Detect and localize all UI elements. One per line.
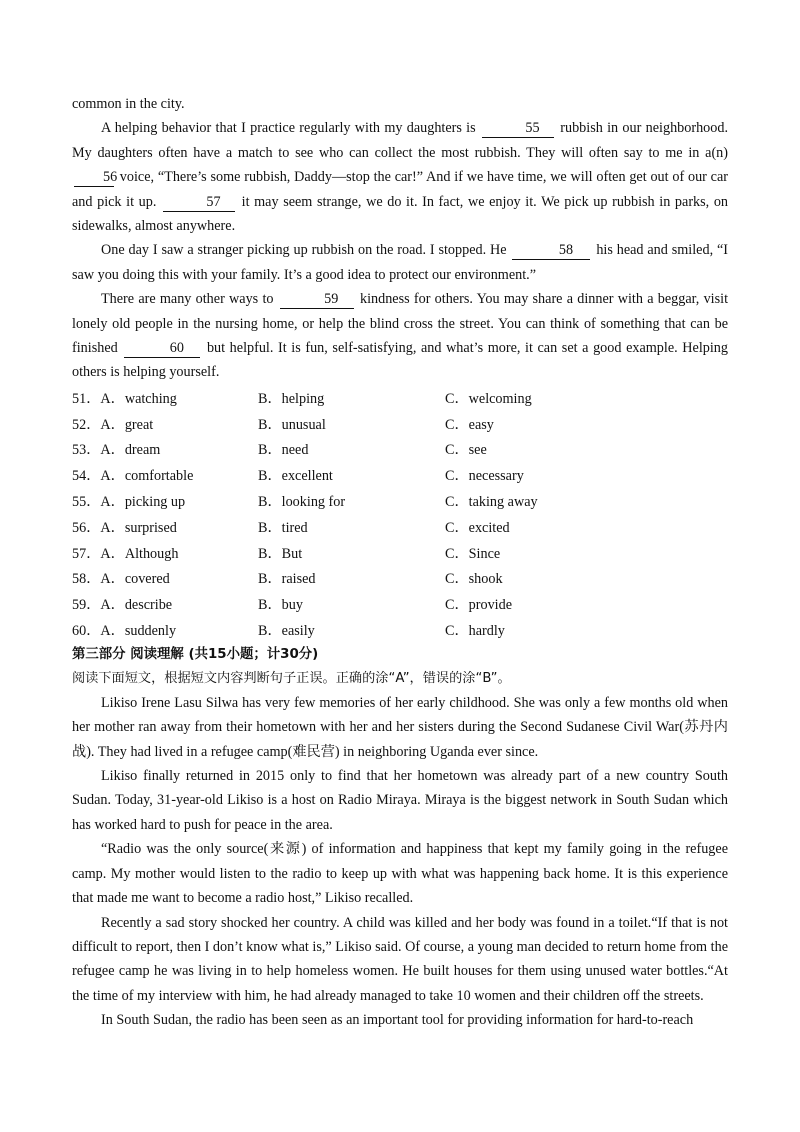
option-row-60: [72, 617, 728, 643]
option-a-text: A．great: [100, 416, 154, 433]
option-a-text: A．Although: [100, 545, 179, 562]
option-b[interactable]: B．tired: [258, 519, 308, 536]
option-row-57: [72, 540, 728, 566]
option-c[interactable]: C．necessary: [445, 468, 524, 485]
option-b[interactable]: B．easily: [258, 622, 315, 639]
option-c[interactable]: C．shook: [445, 571, 503, 588]
passage1-line0: common in the city.: [72, 96, 185, 112]
question-number: 55．: [72, 493, 101, 510]
option-a-text: A．watching: [100, 390, 177, 407]
option-a[interactable]: [72, 388, 258, 408]
option-a-text: A．surprised: [100, 519, 177, 536]
text-segment: kindness for others. You may share a dinner with a beggar, visit lonely old people in the nursing home, or help the blind cross the street. You can think of something that can be finished: [72, 291, 729, 357]
option-row-56: [72, 514, 728, 540]
passage1-paragraph-1: [72, 116, 728, 238]
option-b[interactable]: B．buy: [258, 597, 303, 614]
text-segment: voice, “There’s some rubbish, Daddy—stop the car!” And if we have time, we will often get out of our car and pick it up.: [72, 169, 728, 210]
option-b[interactable]: B．But: [258, 545, 303, 562]
option-row-53: [72, 436, 728, 462]
option-b[interactable]: B．raised: [258, 571, 316, 588]
text-segment: A helping behavior that I practice regularly with my daughters is: [101, 120, 476, 137]
text-segment: One day I saw a stranger picking up rubbish on the road. I stopped. He: [101, 242, 507, 259]
option-c[interactable]: C．taking away: [445, 493, 538, 510]
option-a-text: A．comfortable: [100, 468, 194, 485]
question-number: 52．: [72, 416, 101, 433]
section-3-instruction: 阅读下面短文，根据短文内容判断句子正误。正确的涂“A”，错误的涂“B”。: [72, 670, 511, 686]
option-a-text: A．picking up: [100, 493, 186, 510]
option-row-54: [72, 462, 728, 488]
blank-55[interactable]: 55: [482, 120, 554, 138]
option-c[interactable]: C．see: [445, 442, 487, 459]
option-b[interactable]: B．excellent: [258, 468, 333, 485]
question-number: 54．: [72, 468, 101, 485]
blank-58[interactable]: 58: [512, 242, 590, 260]
question-number: 60．: [72, 622, 101, 639]
blank-59[interactable]: 59: [280, 291, 354, 309]
option-c[interactable]: C．welcoming: [445, 390, 532, 407]
question-number: 58．: [72, 571, 101, 588]
passage2-paragraph-1: Likiso Irene Lasu Silwa has very few memories of her early childhood. She was only a few months old when her mother ran away from their hometown with her and her sisters during the Second Sudanese Civil War(苏丹内战). They had lived in a refugee camp(难民营) in neighboring Uganda ever since.: [72, 694, 728, 760]
passage1-paragraph-2: [72, 238, 728, 287]
text-segment: rubbish in our neighborhood. My daughters often have a match to see who can collect the most rubbish. They will often say to me in a(n): [72, 120, 728, 161]
option-a-text: A．suddenly: [100, 622, 177, 639]
option-c[interactable]: C．provide: [445, 597, 512, 614]
section-3-title: 第三部分 阅读理解 (共15小题；计30分): [72, 646, 319, 662]
option-a[interactable]: [72, 491, 258, 511]
text-segment: it may seem strange, we do it. In fact, we enjoy it. We pick up rubbish in parks, on sidewalks, almost anywhere.: [72, 193, 729, 235]
blank-56[interactable]: 56: [74, 169, 114, 187]
question-number: 53．: [72, 442, 101, 459]
option-a[interactable]: [72, 465, 258, 485]
option-c[interactable]: C．Since: [445, 545, 501, 562]
answer-options: [72, 385, 728, 643]
question-number: 57．: [72, 545, 101, 562]
option-a[interactable]: [72, 620, 258, 640]
question-number: 51．: [72, 390, 101, 407]
question-number: 59．: [72, 597, 101, 614]
option-a[interactable]: [72, 414, 258, 434]
option-c[interactable]: C．hardly: [445, 622, 505, 639]
option-row-55: [72, 488, 728, 514]
option-row-58: [72, 565, 728, 591]
passage2-paragraph-4: Recently a sad story shocked her country. A child was killed and her body was found in a toilet.“If that is not difficult to report, then I don’t know what is,” Likiso said. Of course, a young man decided to return home from the refugee camp he was living in to help homeless women. He built houses for them using unused water bottles.“At the time of my interview with him, he had already managed to take 10 women and their children off the streets.: [72, 914, 728, 1004]
passage2-paragraph-2: Likiso finally returned in 2015 only to find that her hometown was already part of a new country South Sudan. Today, 31-year-old Likiso is a host on Radio Miraya. Miraya is the biggest network in South Sudan which has worked hard to push for peace in the area.: [72, 768, 728, 833]
option-a[interactable]: [72, 439, 258, 459]
passage1-paragraph-3: [72, 287, 728, 385]
question-number: 56．: [72, 519, 101, 536]
passage2-paragraph-3: “Radio was the only source(来源) of information and happiness that kept my family going in the refugee camp. My mother would listen to the radio to keep up with what was happening back home. It is this experience that made me want to become a radio host,” Likiso recalled.: [72, 841, 728, 907]
option-a[interactable]: [72, 517, 258, 537]
text-segment: but helpful. It is fun, self-satisfying, and what’s more, it can set a good example. Helping others is helping yourself.: [72, 340, 728, 381]
document-page: [72, 92, 728, 1033]
option-a[interactable]: [72, 594, 258, 614]
text-segment: There are many other ways to: [101, 291, 274, 308]
option-c[interactable]: C．easy: [445, 416, 494, 433]
blank-60[interactable]: 60: [124, 340, 200, 358]
option-a-text: A．dream: [100, 442, 161, 459]
option-a-text: A．covered: [100, 571, 170, 588]
passage2-paragraph-5: In South Sudan, the radio has been seen as an important tool for providing information for hard-to-reach: [101, 1012, 694, 1029]
option-b[interactable]: B．need: [258, 442, 309, 459]
option-a-text: A．describe: [100, 597, 173, 614]
option-a[interactable]: [72, 543, 258, 563]
option-b[interactable]: B．unusual: [258, 416, 326, 433]
option-row-52: [72, 411, 728, 437]
option-b[interactable]: B．looking for: [258, 493, 346, 510]
option-row-51: [72, 385, 728, 411]
blank-57[interactable]: 57: [163, 194, 235, 212]
option-row-59: [72, 591, 728, 617]
option-b[interactable]: B．helping: [258, 390, 325, 407]
option-a[interactable]: [72, 568, 258, 588]
option-c[interactable]: C．excited: [445, 519, 510, 536]
text-segment: his head and smiled, “I saw you doing this with your family. It’s a good idea to protect our environment.”: [72, 242, 729, 283]
